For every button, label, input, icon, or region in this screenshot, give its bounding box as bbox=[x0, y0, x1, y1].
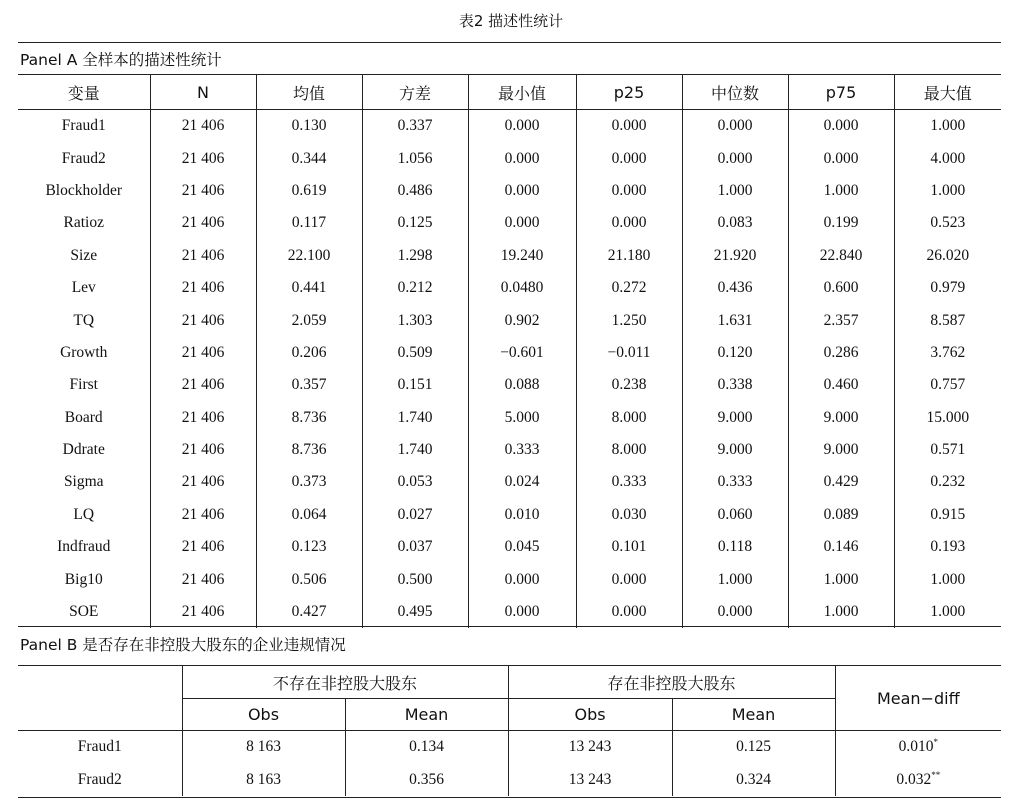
value-cell: 5.000 bbox=[468, 402, 576, 434]
header-cell: 均值 bbox=[256, 75, 362, 110]
value-cell: 0.088 bbox=[468, 369, 576, 401]
value-cell: 1.250 bbox=[576, 304, 682, 336]
table-row bbox=[18, 110, 1001, 143]
bottom-rule bbox=[18, 797, 1001, 798]
value-cell: 0.357 bbox=[256, 369, 362, 401]
value-cell: 21 406 bbox=[150, 499, 256, 531]
panel-b-label: Panel B 是否存在非控股大股东的企业违规情况 bbox=[20, 636, 346, 654]
value-cell: 0.000 bbox=[682, 142, 788, 174]
value-cell: 0.506 bbox=[256, 563, 362, 595]
value-cell: 0.333 bbox=[468, 434, 576, 466]
value-cell: 0.024 bbox=[468, 466, 576, 498]
value-cell: 0.125 bbox=[672, 731, 835, 764]
value-cell: 1.298 bbox=[362, 240, 468, 272]
value-cell: 1.740 bbox=[362, 402, 468, 434]
value-cell: 22.100 bbox=[256, 240, 362, 272]
variable-name-cell: LQ bbox=[73, 505, 95, 523]
variable-name-cell: Growth bbox=[60, 343, 108, 361]
value-cell: 0.000 bbox=[788, 142, 894, 174]
value-cell: 0.757 bbox=[894, 369, 1001, 401]
value-cell: 0.037 bbox=[362, 531, 468, 563]
value-cell: 1.000 bbox=[682, 175, 788, 207]
panel-a-header-row bbox=[18, 75, 1001, 110]
value-cell: 0.500 bbox=[362, 563, 468, 595]
value-cell: 0.206 bbox=[256, 337, 362, 369]
value-cell: 0.979 bbox=[894, 272, 1001, 304]
value-cell: 22.840 bbox=[788, 240, 894, 272]
value-cell: 0.060 bbox=[682, 499, 788, 531]
value-cell: 0.272 bbox=[576, 272, 682, 304]
value-cell: 8.587 bbox=[894, 304, 1001, 336]
value-cell: −0.011 bbox=[576, 337, 682, 369]
value-cell: 0.324 bbox=[672, 764, 835, 797]
value-cell: 0.027 bbox=[362, 499, 468, 531]
variable-name-cell: Size bbox=[70, 246, 98, 264]
value-cell: 0.064 bbox=[256, 499, 362, 531]
value-cell: 26.020 bbox=[894, 240, 1001, 272]
value-cell: 0.000 bbox=[576, 142, 682, 174]
mean-diff-cell bbox=[835, 764, 1001, 797]
table-row bbox=[18, 304, 1001, 336]
value-cell: 21 406 bbox=[150, 337, 256, 369]
value-cell: 0.212 bbox=[362, 272, 468, 304]
value-cell: 0.030 bbox=[576, 499, 682, 531]
table-row bbox=[18, 596, 1001, 628]
value-cell: 0.333 bbox=[576, 466, 682, 498]
value-cell: 1.740 bbox=[362, 434, 468, 466]
subheader-mean: Mean bbox=[672, 699, 835, 731]
value-cell: 0.000 bbox=[576, 563, 682, 595]
value-cell: 21.180 bbox=[576, 240, 682, 272]
table-row bbox=[18, 731, 1001, 764]
value-cell: 0.571 bbox=[894, 434, 1001, 466]
value-cell: 0.000 bbox=[468, 596, 576, 628]
value-cell: 21 406 bbox=[150, 466, 256, 498]
value-cell: 0.915 bbox=[894, 499, 1001, 531]
value-cell: 3.762 bbox=[894, 337, 1001, 369]
value-cell: 0.000 bbox=[468, 207, 576, 239]
variable-name-cell: Fraud1 bbox=[61, 117, 106, 135]
value-cell: 0.000 bbox=[468, 110, 576, 143]
subheader-obs: Obs bbox=[508, 699, 672, 731]
value-cell: 0.000 bbox=[682, 110, 788, 143]
value-cell: 0.429 bbox=[788, 466, 894, 498]
value-cell: 0.337 bbox=[362, 110, 468, 143]
value-cell: 0.238 bbox=[576, 369, 682, 401]
value-cell: 0.134 bbox=[345, 731, 508, 764]
variable-name-cell: First bbox=[69, 376, 98, 394]
table-row bbox=[18, 531, 1001, 563]
table-row bbox=[18, 240, 1001, 272]
value-cell: 0.010 bbox=[468, 499, 576, 531]
table-row bbox=[18, 434, 1001, 466]
variable-name-cell: Board bbox=[64, 408, 103, 426]
value-cell: 21 406 bbox=[150, 434, 256, 466]
table-row bbox=[18, 142, 1001, 174]
value-cell: 8.000 bbox=[576, 402, 682, 434]
value-cell: 0.151 bbox=[362, 369, 468, 401]
top-rule bbox=[18, 42, 1001, 43]
variable-name-cell: Fraud2 bbox=[77, 770, 122, 788]
table-row bbox=[18, 499, 1001, 531]
value-cell: 2.059 bbox=[256, 304, 362, 336]
value-cell: 21 406 bbox=[150, 110, 256, 143]
value-cell: 0.373 bbox=[256, 466, 362, 498]
mean-diff-cell bbox=[835, 731, 1001, 764]
variable-name-cell: Sigma bbox=[63, 473, 104, 491]
header-cell: 方差 bbox=[362, 75, 468, 110]
subheader-obs: Obs bbox=[182, 699, 345, 731]
value-cell: 1.303 bbox=[362, 304, 468, 336]
variable-name-cell: Ddrate bbox=[62, 441, 105, 459]
table-row bbox=[18, 337, 1001, 369]
value-cell: 0.427 bbox=[256, 596, 362, 628]
value-cell: 0.286 bbox=[788, 337, 894, 369]
value-cell: 0.000 bbox=[576, 175, 682, 207]
table-row bbox=[18, 369, 1001, 401]
value-cell: 0.619 bbox=[256, 175, 362, 207]
value-cell: 0.495 bbox=[362, 596, 468, 628]
table-row bbox=[18, 272, 1001, 304]
significance-stars: * bbox=[933, 737, 938, 748]
value-cell: 0.199 bbox=[788, 207, 894, 239]
value-cell: 1.631 bbox=[682, 304, 788, 336]
header-cell: 变量 bbox=[18, 75, 150, 110]
value-cell: 2.357 bbox=[788, 304, 894, 336]
value-cell: 0.356 bbox=[345, 764, 508, 797]
table-row bbox=[18, 402, 1001, 434]
value-cell: 1.000 bbox=[788, 175, 894, 207]
variable-name-cell: Blockholder bbox=[45, 181, 123, 199]
mean-diff-header: Mean−diff bbox=[835, 666, 1001, 731]
mean-diff-value: 0.010 bbox=[898, 738, 934, 756]
value-cell: 0.123 bbox=[256, 531, 362, 563]
value-cell: 0.125 bbox=[362, 207, 468, 239]
value-cell: 4.000 bbox=[894, 142, 1001, 174]
value-cell: 21 406 bbox=[150, 142, 256, 174]
header-cell: 中位数 bbox=[682, 75, 788, 110]
value-cell: 0.523 bbox=[894, 207, 1001, 239]
value-cell: 21 406 bbox=[150, 369, 256, 401]
value-cell: 0.436 bbox=[682, 272, 788, 304]
value-cell: 0.000 bbox=[576, 207, 682, 239]
variable-name-cell: SOE bbox=[69, 603, 99, 621]
value-cell: 0.089 bbox=[788, 499, 894, 531]
value-cell: 21 406 bbox=[150, 240, 256, 272]
value-cell: 21 406 bbox=[150, 563, 256, 595]
value-cell: 21 406 bbox=[150, 402, 256, 434]
significance-stars: ** bbox=[931, 769, 941, 780]
value-cell: 0.146 bbox=[788, 531, 894, 563]
panel-b-header-row bbox=[18, 666, 1001, 699]
table-row bbox=[18, 207, 1001, 239]
value-cell: 0.344 bbox=[256, 142, 362, 174]
value-cell: 0.045 bbox=[468, 531, 576, 563]
value-cell: 8 163 bbox=[182, 731, 345, 764]
variable-name-cell: Lev bbox=[71, 279, 96, 297]
value-cell: 1.056 bbox=[362, 142, 468, 174]
value-cell: 1.000 bbox=[682, 563, 788, 595]
panel-a-label: Panel A 全样本的描述性统计 bbox=[20, 51, 222, 69]
table-title: 表2 描述性统计 bbox=[458, 12, 564, 30]
value-cell: 0.000 bbox=[468, 175, 576, 207]
value-cell: 0.193 bbox=[894, 531, 1001, 563]
panel-a-table bbox=[18, 75, 1001, 628]
value-cell: 0.333 bbox=[682, 466, 788, 498]
variable-name-cell: Fraud2 bbox=[61, 149, 106, 167]
header-cell: p75 bbox=[788, 75, 894, 110]
table-row bbox=[18, 563, 1001, 595]
header-cell: N bbox=[150, 75, 256, 110]
value-cell: 13 243 bbox=[508, 731, 672, 764]
value-cell: 21 406 bbox=[150, 596, 256, 628]
value-cell: 8.000 bbox=[576, 434, 682, 466]
value-cell: 0.600 bbox=[788, 272, 894, 304]
value-cell: 0.000 bbox=[682, 596, 788, 628]
panel-a-bottom-rule bbox=[18, 626, 1001, 627]
value-cell: 0.486 bbox=[362, 175, 468, 207]
value-cell: 0.902 bbox=[468, 304, 576, 336]
value-cell: 9.000 bbox=[682, 402, 788, 434]
variable-name-cell: Big10 bbox=[64, 570, 103, 588]
value-cell: 21 406 bbox=[150, 304, 256, 336]
panel-b-table bbox=[18, 666, 1001, 796]
table-row bbox=[18, 175, 1001, 207]
value-cell: 1.000 bbox=[894, 563, 1001, 595]
variable-name-cell: TQ bbox=[73, 311, 95, 329]
value-cell: 0.000 bbox=[468, 142, 576, 174]
table-row bbox=[18, 466, 1001, 498]
value-cell: 0.000 bbox=[468, 563, 576, 595]
header-cell: 最小值 bbox=[468, 75, 576, 110]
value-cell: 21 406 bbox=[150, 272, 256, 304]
value-cell: 21 406 bbox=[150, 175, 256, 207]
value-cell: 8.736 bbox=[256, 434, 362, 466]
value-cell: 0.460 bbox=[788, 369, 894, 401]
value-cell: 0.118 bbox=[682, 531, 788, 563]
value-cell: 0.232 bbox=[894, 466, 1001, 498]
value-cell: 13 243 bbox=[508, 764, 672, 797]
group-header-no-blockholder: 不存在非控股大股东 bbox=[182, 666, 508, 699]
value-cell: 15.000 bbox=[894, 402, 1001, 434]
value-cell: 1.000 bbox=[788, 563, 894, 595]
value-cell: 0.509 bbox=[362, 337, 468, 369]
value-cell: 0.441 bbox=[256, 272, 362, 304]
value-cell: 1.000 bbox=[788, 596, 894, 628]
value-cell: 1.000 bbox=[894, 596, 1001, 628]
value-cell: 21.920 bbox=[682, 240, 788, 272]
value-cell: 21 406 bbox=[150, 531, 256, 563]
value-cell: 19.240 bbox=[468, 240, 576, 272]
value-cell: 8.736 bbox=[256, 402, 362, 434]
value-cell: 0.000 bbox=[788, 110, 894, 143]
value-cell: 0.338 bbox=[682, 369, 788, 401]
value-cell: 0.000 bbox=[576, 596, 682, 628]
value-cell: 0.120 bbox=[682, 337, 788, 369]
value-cell: 9.000 bbox=[788, 402, 894, 434]
header-cell: 最大值 bbox=[894, 75, 1001, 110]
value-cell: 0.117 bbox=[256, 207, 362, 239]
value-cell: −0.601 bbox=[468, 337, 576, 369]
variable-name-cell: Fraud1 bbox=[77, 738, 122, 756]
value-cell: 1.000 bbox=[894, 110, 1001, 143]
subheader-mean: Mean bbox=[345, 699, 508, 731]
value-cell: 0.0480 bbox=[468, 272, 576, 304]
value-cell: 8 163 bbox=[182, 764, 345, 797]
value-cell: 0.053 bbox=[362, 466, 468, 498]
value-cell: 21 406 bbox=[150, 207, 256, 239]
variable-name-cell: Indfraud bbox=[57, 538, 111, 556]
variable-name-cell: Ratioz bbox=[63, 214, 104, 232]
value-cell: 1.000 bbox=[894, 175, 1001, 207]
value-cell: 0.083 bbox=[682, 207, 788, 239]
group-header-blockholder: 存在非控股大股东 bbox=[508, 666, 835, 699]
header-cell: p25 bbox=[576, 75, 682, 110]
value-cell: 9.000 bbox=[682, 434, 788, 466]
value-cell: 0.000 bbox=[576, 110, 682, 143]
value-cell: 0.130 bbox=[256, 110, 362, 143]
panel-b-corner-cell bbox=[18, 666, 182, 731]
value-cell: 9.000 bbox=[788, 434, 894, 466]
value-cell: 0.101 bbox=[576, 531, 682, 563]
mean-diff-value: 0.032 bbox=[896, 770, 932, 788]
table-row bbox=[18, 764, 1001, 797]
